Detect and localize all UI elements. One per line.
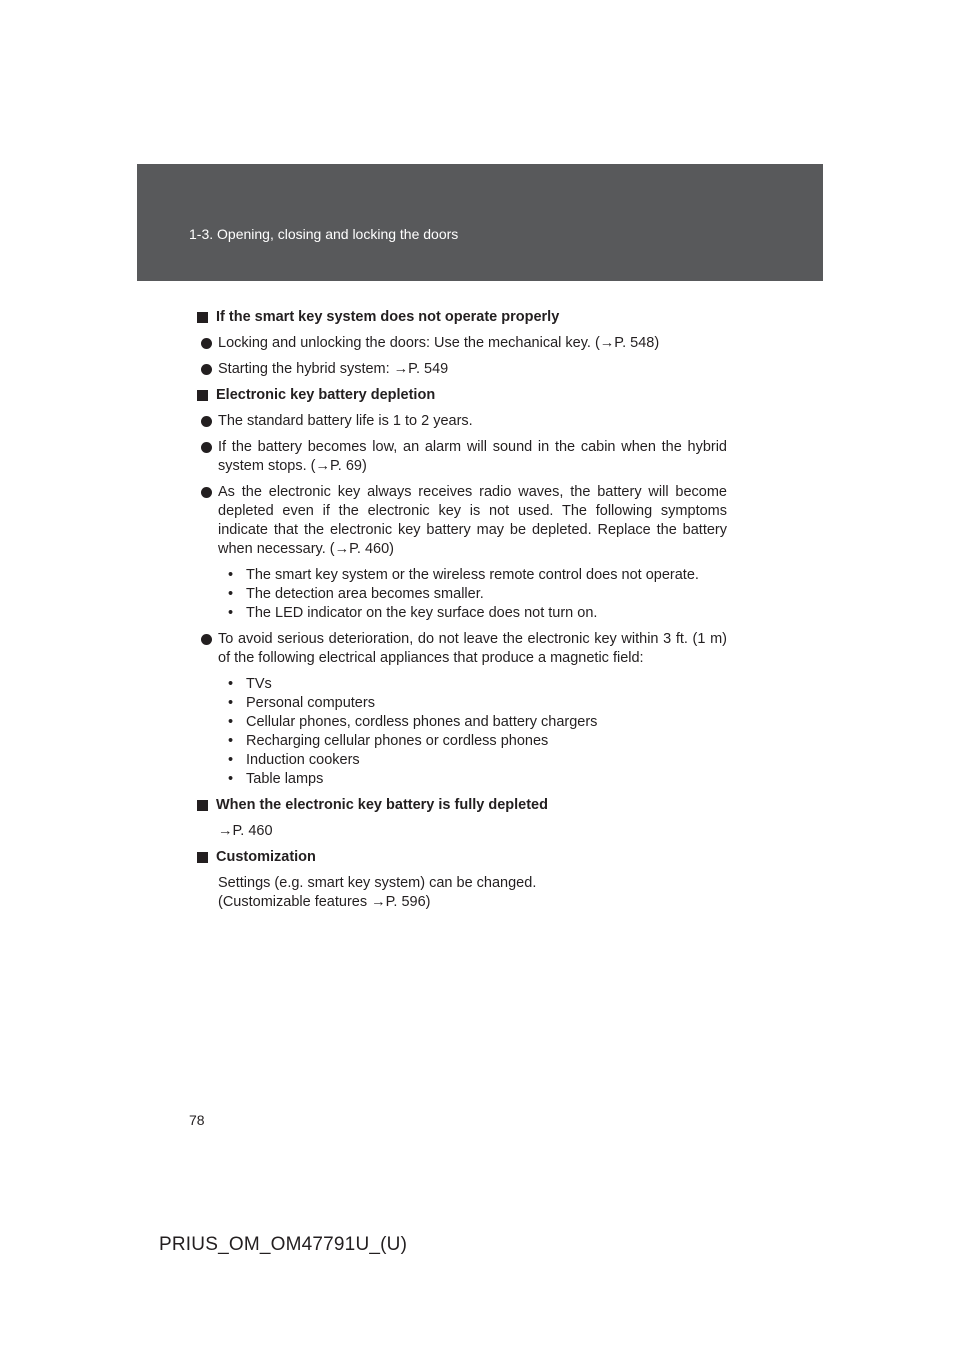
sub-list-item-text: Induction cookers — [246, 752, 360, 768]
list-item-text: As the electronic key always receives radio waves, the battery will become depleted even if the electronic key is not used. The following symptoms indicate that the electronic key battery may be depleted. Replace the battery when necessary. (→P. 460) — [218, 484, 727, 557]
page-number: 78 — [189, 1112, 205, 1128]
page-reference: →P. 460 — [218, 823, 273, 839]
list-item-text: Locking and unlocking the doors: Use the mechanical key. (→P. 548) — [218, 335, 660, 351]
list-item — [197, 438, 727, 476]
customization-line: Settings (e.g. smart key system) can be changed. — [218, 875, 537, 891]
section-heading-text: When the electronic key battery is fully depleted — [216, 797, 548, 813]
circle-bullet-icon — [201, 487, 212, 498]
circle-bullet-icon — [201, 442, 212, 453]
list-item — [197, 630, 727, 668]
document-code: PRIUS_OM_OM47791U_(U) — [159, 1234, 408, 1255]
sub-list-item — [228, 751, 727, 770]
dot-bullet-icon: • — [228, 752, 234, 768]
sub-list-item-text: The LED indicator on the key surface does not turn on. — [246, 605, 598, 621]
dot-bullet-icon: • — [228, 771, 234, 787]
sub-list-item — [228, 604, 727, 623]
symptom-list — [197, 566, 727, 623]
sub-list-item — [228, 713, 727, 732]
circle-bullet-icon — [201, 338, 212, 349]
section-heading — [197, 308, 727, 327]
section-heading-text: Electronic key battery depletion — [216, 387, 436, 403]
customization-text — [197, 874, 727, 912]
section-heading — [197, 796, 727, 815]
sub-list-item-text: Personal computers — [246, 695, 375, 711]
dot-bullet-icon: • — [228, 733, 234, 749]
section-heading-text: If the smart key system does not operate properly — [216, 309, 560, 325]
dot-bullet-icon: • — [228, 586, 234, 602]
square-bullet-icon — [197, 852, 208, 863]
dot-bullet-icon: • — [228, 676, 234, 692]
section-heading — [197, 386, 727, 405]
list-item-text: To avoid serious deterioration, do not leave the electronic key within 3 ft. (1 m) of the following electrical appliances that produce a magnetic field: — [218, 631, 727, 666]
sub-list-item-text: TVs — [246, 676, 272, 692]
sub-list-item-text: The smart key system or the wireless remote control does not operate. — [246, 567, 699, 583]
section-heading — [197, 848, 727, 867]
page-content — [197, 308, 727, 919]
circle-bullet-icon — [201, 634, 212, 645]
appliance-list — [197, 675, 727, 789]
section-heading-text: Customization — [216, 849, 316, 865]
customization-line: (Customizable features →P. 596) — [218, 894, 431, 910]
chapter-section-title: 1-3. Opening, closing and locking the doors — [189, 226, 459, 242]
dot-bullet-icon: • — [228, 695, 234, 711]
list-item — [197, 483, 727, 559]
circle-bullet-icon — [201, 364, 212, 375]
dot-bullet-icon: • — [228, 605, 234, 621]
sub-list-item — [228, 770, 727, 789]
list-item — [197, 334, 727, 353]
circle-bullet-icon — [201, 416, 212, 427]
list-item-text: Starting the hybrid system: →P. 549 — [218, 361, 449, 377]
sub-list-item — [228, 694, 727, 713]
sub-list-item-text: Table lamps — [246, 771, 324, 787]
sub-list-item — [228, 585, 727, 604]
list-item-text: The standard battery life is 1 to 2 years. — [218, 413, 473, 429]
square-bullet-icon — [197, 312, 208, 323]
square-bullet-icon — [197, 800, 208, 811]
sub-list-item-text: Recharging cellular phones or cordless phones — [246, 733, 549, 749]
sub-list-item-text: Cellular phones, cordless phones and battery chargers — [246, 714, 598, 730]
square-bullet-icon — [197, 390, 208, 401]
sub-list-item — [228, 732, 727, 751]
list-item — [197, 412, 727, 431]
chapter-header-bar — [137, 164, 823, 281]
sub-list-item-text: The detection area becomes smaller. — [246, 586, 484, 602]
dot-bullet-icon: • — [228, 714, 234, 730]
dot-bullet-icon: • — [228, 567, 234, 583]
list-item-text: If the battery becomes low, an alarm will sound in the cabin when the hybrid system stops. (→P. 69) — [218, 439, 727, 474]
sub-list-item — [228, 675, 727, 694]
sub-list-item — [228, 566, 727, 585]
list-item — [197, 360, 727, 379]
